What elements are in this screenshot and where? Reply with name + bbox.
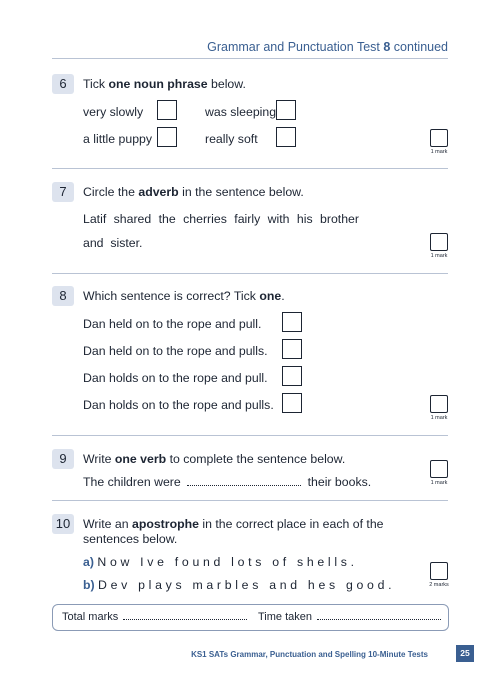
option-label: was sleeping bbox=[205, 105, 277, 119]
divider bbox=[52, 58, 448, 59]
page-number: 25 bbox=[456, 645, 474, 662]
test-number: 8 bbox=[383, 40, 391, 54]
sentence-line: The children were their books. bbox=[83, 475, 372, 489]
mark-box[interactable] bbox=[430, 562, 448, 580]
footer-title: KS1 SATs Grammar, Punctuation and Spelling 10-Minute Tests bbox=[191, 650, 428, 659]
word[interactable]: fairly bbox=[234, 212, 261, 226]
option-label: Dan holds on to the rope and pull. bbox=[83, 371, 268, 385]
tick-box[interactable] bbox=[157, 127, 177, 147]
tick-box[interactable] bbox=[276, 100, 296, 120]
mark-box[interactable] bbox=[430, 129, 448, 147]
sentence-line[interactable]: and sister. bbox=[83, 236, 143, 250]
divider bbox=[52, 273, 448, 274]
mark-box[interactable] bbox=[430, 395, 448, 413]
tick-box[interactable] bbox=[282, 339, 302, 359]
question-number: 9 bbox=[52, 449, 74, 469]
word[interactable]: with bbox=[267, 212, 290, 226]
answer-line[interactable] bbox=[187, 475, 301, 486]
question-number: 10 bbox=[52, 514, 74, 534]
question-prompt: Circle the adverb in the sentence below. bbox=[83, 185, 304, 199]
total-marks-line[interactable] bbox=[123, 611, 247, 620]
option-label: Dan holds on to the rope and pulls. bbox=[83, 398, 274, 412]
time-taken-field: Time taken bbox=[258, 611, 441, 623]
sentence-a[interactable]: a) Now Ive found lots of shells. bbox=[83, 555, 358, 569]
tick-box[interactable] bbox=[282, 393, 302, 413]
mark-label: 1 mark bbox=[430, 253, 448, 259]
option-label: very slowly bbox=[83, 105, 144, 119]
word[interactable]: cherries bbox=[183, 212, 227, 226]
mark-label: 1 mark bbox=[430, 415, 448, 421]
mark-label: 2 marks bbox=[429, 582, 449, 588]
page-header: Grammar and Punctuation Test 8 continued bbox=[207, 40, 448, 54]
word[interactable]: his bbox=[296, 212, 313, 226]
mark-label: 1 mark bbox=[430, 480, 448, 486]
sentence-line bbox=[83, 212, 359, 226]
divider bbox=[52, 435, 448, 436]
question-prompt: Which sentence is correct? Tick one. bbox=[83, 289, 285, 303]
option-label: really soft bbox=[205, 132, 258, 146]
mark-label: 1 mark bbox=[430, 149, 448, 155]
tick-box[interactable] bbox=[276, 127, 296, 147]
question-number: 8 bbox=[52, 286, 74, 306]
word[interactable]: shared bbox=[113, 212, 152, 226]
option-label: Dan held on to the rope and pulls. bbox=[83, 344, 268, 358]
mark-box[interactable] bbox=[430, 233, 448, 251]
tick-box[interactable] bbox=[282, 312, 302, 332]
time-taken-line[interactable] bbox=[317, 611, 441, 620]
word[interactable]: the bbox=[158, 212, 176, 226]
option-label: Dan held on to the rope and pull. bbox=[83, 317, 262, 331]
mark-box[interactable] bbox=[430, 460, 448, 478]
question-number: 6 bbox=[52, 74, 74, 94]
sentence-b[interactable]: b) Dev plays marbles and hes good. bbox=[83, 578, 396, 592]
question-prompt: Write one verb to complete the sentence below. bbox=[83, 452, 346, 466]
divider bbox=[52, 168, 448, 169]
word[interactable]: brother bbox=[320, 212, 359, 226]
word[interactable]: Latif bbox=[83, 212, 107, 226]
tick-box[interactable] bbox=[282, 366, 302, 386]
option-label: a little puppy bbox=[83, 132, 153, 146]
totals-box bbox=[52, 604, 449, 631]
total-marks-field: Total marks bbox=[62, 611, 247, 623]
question-prompt: Write an apostrophe in the correct place in each of the bbox=[83, 517, 384, 531]
question-prompt-line2: sentences below. bbox=[83, 532, 178, 546]
divider bbox=[52, 500, 448, 501]
question-prompt: Tick one noun phrase below. bbox=[83, 77, 246, 91]
tick-box[interactable] bbox=[157, 100, 177, 120]
question-number: 7 bbox=[52, 182, 74, 202]
